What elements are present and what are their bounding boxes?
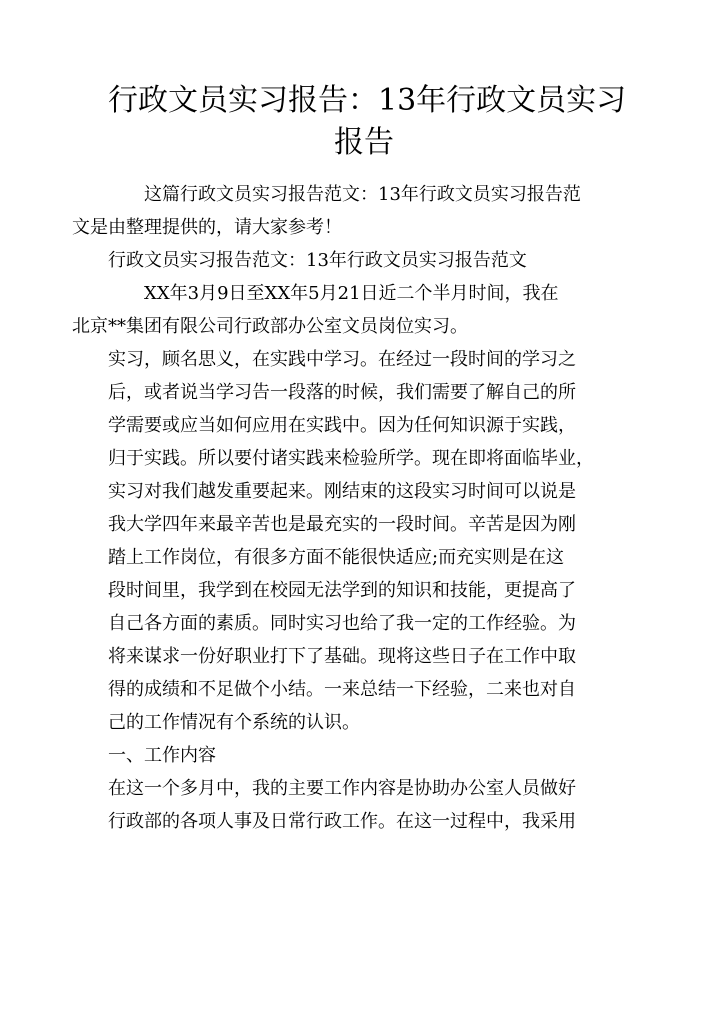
intro-line-1: 这篇行政文员实习报告范文：13年行政文员实习报告范 — [144, 184, 581, 205]
subtitle-text: 行政文员实习报告范文：13年行政文员实习报告范文 — [108, 250, 527, 271]
intro-line-2: 文是由整理提供的，请大家参考！ — [72, 217, 342, 238]
title-line-1: 行政文员实习报告：13年行政文员实习 — [108, 83, 627, 118]
para2-line: 学需要或应当如何应用在实践中。因为任何知识源于实践， — [108, 415, 576, 436]
para3-line: 在这一个多月中，我的主要工作内容是协助办公室人员做好 — [108, 778, 576, 799]
para2-line: 将来谋求一份好职业打下了基础。现将这些日子在工作中取 — [108, 646, 576, 667]
section1-heading: 一、工作内容 — [108, 745, 216, 766]
intro-paragraph — [72, 178, 620, 244]
title-line-2: 报告 — [334, 125, 394, 160]
para2-line: 己的工作情况有个系统的认识。 — [108, 712, 360, 733]
section-heading — [108, 739, 620, 772]
paragraph-3 — [108, 772, 620, 838]
para1-line-2: 北京**集团有限公司行政部办公室文员岗位实习。 — [72, 316, 468, 337]
para2-line: 踏上工作岗位，有很多方面不能很快适应;而充实则是在这 — [108, 547, 565, 568]
para2-line: 我大学四年来最辛苦也是最充实的一段时间。辛苦是因为刚 — [108, 514, 576, 535]
para2-line: 自己各方面的素质。同时实习也给了我一定的工作经验。为 — [108, 613, 576, 634]
document-page — [72, 80, 627, 838]
para2-line: 归于实践。所以要付诸实践来检验所学。现在即将面临毕业， — [108, 448, 594, 469]
para2-line: 得的成绩和不足做个小结。一来总结一下经验，二来也对自 — [108, 679, 576, 700]
document-title — [108, 80, 627, 164]
paragraph-2 — [108, 343, 620, 739]
title-spacer — [108, 164, 620, 178]
para2-line: 后，或者说当学习告一段落的时候，我们需要了解自己的所 — [108, 382, 576, 403]
para2-line: 段时间里，我学到在校园无法学到的知识和技能，更提高了 — [108, 580, 576, 601]
subtitle-line — [108, 244, 620, 277]
para2-line: 实习对我们越发重要起来。刚结束的这段实习时间可以说是 — [108, 481, 576, 502]
para1-line-1: XX年3月9日至XX年5月21日近二个半月时间，我在 — [144, 283, 559, 304]
para3-line: 行政部的各项人事及日常行政工作。在这一过程中，我采用 — [108, 811, 576, 832]
paragraph-1 — [72, 277, 620, 343]
para2-line: 实习，顾名思义，在实践中学习。在经过一段时间的学习之 — [108, 349, 576, 370]
